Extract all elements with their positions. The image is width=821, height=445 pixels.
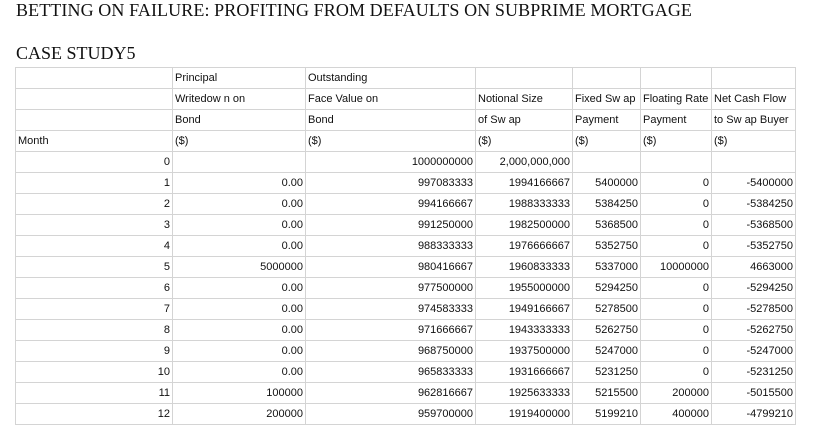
cell-floating-rate-payment: 0	[641, 362, 712, 383]
table-row	[16, 383, 796, 404]
header-cell-floating-rate-payment: ($)	[641, 131, 712, 152]
cell-floating-rate-payment: 0	[641, 236, 712, 257]
cell-floating-rate-payment: 200000	[641, 383, 712, 404]
header-cell-notional-size: of Sw ap	[476, 110, 573, 131]
header-cell-net-cash-flow: Net Cash Flow	[712, 89, 796, 110]
header-cell-notional-size: ($)	[476, 131, 573, 152]
header-cell-outstanding-face-value: ($)	[306, 131, 476, 152]
cell-outstanding-face-value: 994166667	[306, 194, 476, 215]
header-cell-floating-rate-payment: Floating Rate	[641, 89, 712, 110]
cell-month: 4	[16, 236, 173, 257]
cell-net-cash-flow: 4663000	[712, 257, 796, 278]
cell-floating-rate-payment: 0	[641, 215, 712, 236]
header-cell-outstanding-face-value: Outstanding	[306, 68, 476, 89]
cell-outstanding-face-value: 1000000000	[306, 152, 476, 173]
cell-principal-writedown: 0.00	[173, 320, 306, 341]
header-row	[16, 131, 796, 152]
cell-outstanding-face-value: 997083333	[306, 173, 476, 194]
cell-outstanding-face-value: 965833333	[306, 362, 476, 383]
cell-fixed-swap-payment: 5352750	[573, 236, 641, 257]
cell-outstanding-face-value: 988333333	[306, 236, 476, 257]
document-title: BETTING ON FAILURE: PROFITING FROM DEFAULTS ON SUBPRIME MORTGAGE	[16, 0, 693, 20]
cell-outstanding-face-value: 974583333	[306, 299, 476, 320]
cell-fixed-swap-payment: 5199210	[573, 404, 641, 425]
cell-floating-rate-payment: 0	[641, 194, 712, 215]
cell-outstanding-face-value: 980416667	[306, 257, 476, 278]
cell-outstanding-face-value: 959700000	[306, 404, 476, 425]
header-cell-floating-rate-payment: Payment	[641, 110, 712, 131]
cell-fixed-swap-payment: 5278500	[573, 299, 641, 320]
cell-month: 7	[16, 299, 173, 320]
cell-notional-size: 2,000,000,000	[476, 152, 573, 173]
cell-fixed-swap-payment: 5215500	[573, 383, 641, 404]
cell-floating-rate-payment: 0	[641, 341, 712, 362]
table-row	[16, 152, 796, 173]
cell-net-cash-flow: -5400000	[712, 173, 796, 194]
cell-fixed-swap-payment: 5384250	[573, 194, 641, 215]
cell-floating-rate-payment: 10000000	[641, 257, 712, 278]
cell-principal-writedown: 0.00	[173, 341, 306, 362]
cell-principal-writedown: 100000	[173, 383, 306, 404]
cell-net-cash-flow: -5231250	[712, 362, 796, 383]
header-cell-outstanding-face-value: Face Value on	[306, 89, 476, 110]
cell-notional-size: 1955000000	[476, 278, 573, 299]
cell-fixed-swap-payment: 5262750	[573, 320, 641, 341]
table-row	[16, 341, 796, 362]
cell-outstanding-face-value: 977500000	[306, 278, 476, 299]
cell-notional-size: 1937500000	[476, 341, 573, 362]
header-cell-month	[16, 110, 173, 131]
cell-net-cash-flow	[712, 152, 796, 173]
cell-net-cash-flow: -5262750	[712, 320, 796, 341]
cell-notional-size: 1988333333	[476, 194, 573, 215]
cell-notional-size: 1925633333	[476, 383, 573, 404]
table-row	[16, 215, 796, 236]
cell-month: 11	[16, 383, 173, 404]
table-row	[16, 236, 796, 257]
cell-month: 0	[16, 152, 173, 173]
cell-month: 2	[16, 194, 173, 215]
header-cell-notional-size	[476, 68, 573, 89]
table-row	[16, 362, 796, 383]
cell-principal-writedown: 5000000	[173, 257, 306, 278]
table-row	[16, 257, 796, 278]
header-cell-net-cash-flow: ($)	[712, 131, 796, 152]
cell-net-cash-flow: -5278500	[712, 299, 796, 320]
table-row	[16, 194, 796, 215]
cell-fixed-swap-payment: 5294250	[573, 278, 641, 299]
cell-principal-writedown: 0.00	[173, 194, 306, 215]
header-cell-principal-writedown: Bond	[173, 110, 306, 131]
cell-month: 5	[16, 257, 173, 278]
cell-notional-size: 1976666667	[476, 236, 573, 257]
table-row	[16, 299, 796, 320]
case-study-heading: CASE STUDY5	[16, 43, 136, 63]
header-row	[16, 68, 796, 89]
cell-principal-writedown: 0.00	[173, 299, 306, 320]
cell-principal-writedown: 200000	[173, 404, 306, 425]
header-cell-principal-writedown: Principal	[173, 68, 306, 89]
header-cell-fixed-swap-payment: Fixed Sw ap	[573, 89, 641, 110]
cash-flow-table	[15, 67, 796, 425]
cell-floating-rate-payment: 0	[641, 173, 712, 194]
cell-net-cash-flow: -5015500	[712, 383, 796, 404]
table-row	[16, 278, 796, 299]
cell-notional-size: 1982500000	[476, 215, 573, 236]
header-cell-fixed-swap-payment	[573, 68, 641, 89]
cell-fixed-swap-payment: 5400000	[573, 173, 641, 194]
cell-floating-rate-payment: 0	[641, 320, 712, 341]
header-cell-principal-writedown: ($)	[173, 131, 306, 152]
header-cell-outstanding-face-value: Bond	[306, 110, 476, 131]
cell-notional-size: 1960833333	[476, 257, 573, 278]
table-row	[16, 320, 796, 341]
cell-floating-rate-payment: 0	[641, 299, 712, 320]
header-cell-month	[16, 68, 173, 89]
cell-month: 12	[16, 404, 173, 425]
cell-net-cash-flow: -5368500	[712, 215, 796, 236]
cell-fixed-swap-payment: 5337000	[573, 257, 641, 278]
cell-fixed-swap-payment: 5368500	[573, 215, 641, 236]
cell-principal-writedown: 0.00	[173, 173, 306, 194]
cell-month: 9	[16, 341, 173, 362]
cell-outstanding-face-value: 991250000	[306, 215, 476, 236]
header-cell-month	[16, 89, 173, 110]
cell-net-cash-flow: -5294250	[712, 278, 796, 299]
cell-principal-writedown: 0.00	[173, 215, 306, 236]
cell-month: 1	[16, 173, 173, 194]
cell-principal-writedown: 0.00	[173, 236, 306, 257]
header-cell-net-cash-flow	[712, 68, 796, 89]
cell-month: 8	[16, 320, 173, 341]
cell-month: 6	[16, 278, 173, 299]
cell-outstanding-face-value: 968750000	[306, 341, 476, 362]
table-row	[16, 173, 796, 194]
cell-net-cash-flow: -5352750	[712, 236, 796, 257]
header-cell-principal-writedown: Writedow n on	[173, 89, 306, 110]
cell-outstanding-face-value: 962816667	[306, 383, 476, 404]
header-cell-month: Month	[16, 131, 173, 152]
cell-principal-writedown: 0.00	[173, 278, 306, 299]
cell-notional-size: 1919400000	[476, 404, 573, 425]
cell-notional-size: 1943333333	[476, 320, 573, 341]
cell-net-cash-flow: -5247000	[712, 341, 796, 362]
header-cell-fixed-swap-payment: ($)	[573, 131, 641, 152]
header-row	[16, 89, 796, 110]
cell-fixed-swap-payment: 5231250	[573, 362, 641, 383]
header-cell-floating-rate-payment	[641, 68, 712, 89]
cell-fixed-swap-payment: 5247000	[573, 341, 641, 362]
cell-notional-size: 1994166667	[476, 173, 573, 194]
cell-principal-writedown: 0.00	[173, 362, 306, 383]
table-row	[16, 404, 796, 425]
header-cell-notional-size: Notional Size	[476, 89, 573, 110]
cell-month: 3	[16, 215, 173, 236]
header-cell-fixed-swap-payment: Payment	[573, 110, 641, 131]
cell-floating-rate-payment: 0	[641, 278, 712, 299]
cell-outstanding-face-value: 971666667	[306, 320, 476, 341]
cell-notional-size: 1949166667	[476, 299, 573, 320]
cell-notional-size: 1931666667	[476, 362, 573, 383]
cell-month: 10	[16, 362, 173, 383]
cell-floating-rate-payment: 400000	[641, 404, 712, 425]
cell-net-cash-flow: -5384250	[712, 194, 796, 215]
cell-net-cash-flow: -4799210	[712, 404, 796, 425]
cell-floating-rate-payment	[641, 152, 712, 173]
header-row	[16, 110, 796, 131]
cell-fixed-swap-payment	[573, 152, 641, 173]
cell-principal-writedown	[173, 152, 306, 173]
header-cell-net-cash-flow: to Sw ap Buyer	[712, 110, 796, 131]
